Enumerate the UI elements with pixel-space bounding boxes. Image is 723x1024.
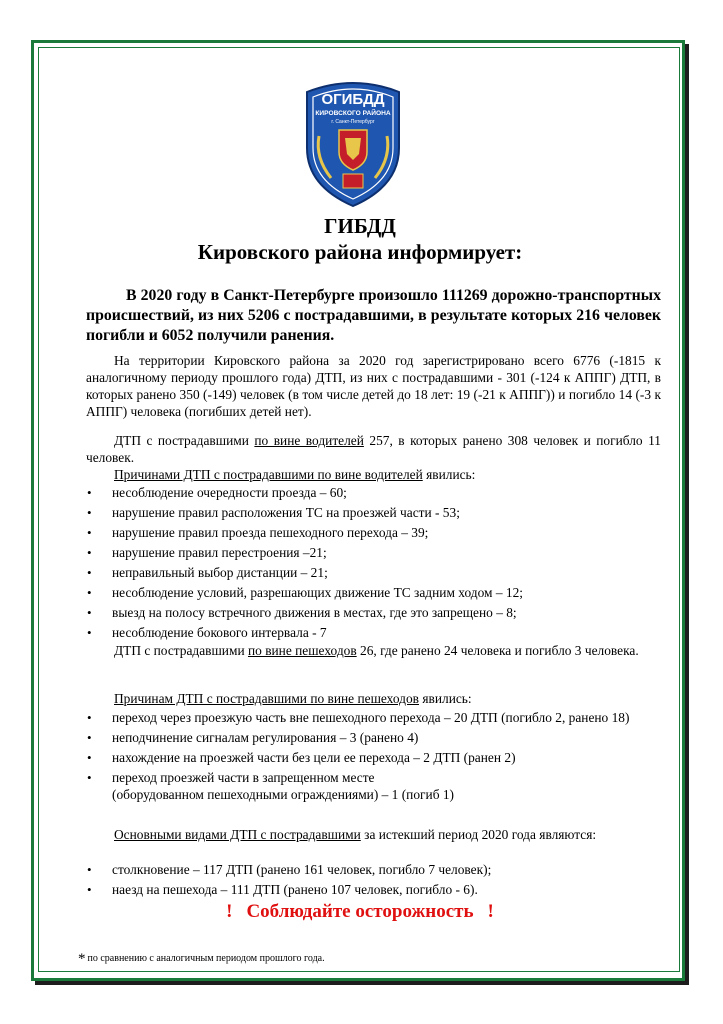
list-item-line: (оборудованном пешеходными ограждениями) – 1 (погиб 1) [112,787,455,802]
district-stats-paragraph [86,352,661,420]
pedestrian-causes-heading-post: явились: [422,691,472,706]
list-item: • столкновение – 117 ДТП (ранено 161 человек, погибло 7 человек); [86,861,666,878]
page-subtitle: Кировского района информирует: [197,240,523,264]
list-item: • неподчинение сигналам регулирования – 3 (ранено 4) [86,729,666,746]
list-item [86,769,666,803]
city-summary-text: В 2020 году в Санкт-Петербурге произошло 111269 дорожно-транспортных происшествий, из них 5206 с пострадавшими, в результате которых 216 человек погибли и 6052 получили ранения. [86,287,661,344]
caution-text: Соблюдайте осторожность [246,901,474,922]
ogibdd-shield-emblem-icon [301,78,405,208]
list-item: • неправильный выбор дистанции – 21; [86,564,666,581]
driver-causes-heading-underlined: Причинами ДТП с пострадавшими по вине водителей [114,467,423,482]
emblem-city: г. Санкт-Петербург [331,119,375,125]
exclamation-mark: ! [487,901,494,922]
accident-types-heading-post: за истекший период 2020 года являются: [364,827,597,842]
footnote [78,952,325,966]
driver-fault-paragraph [86,432,661,466]
list-item: • несоблюдение условий, разрешающих движение ТС задним ходом – 12; [86,584,666,601]
list-item: • нарушение правил перестроения –21; [86,544,666,561]
page-title: ГИБДД [324,214,396,238]
list-item: • нарушение правил проезда пешеходного перехода – 39; [86,524,666,541]
city-summary [86,286,661,346]
list-item: • выезд на полосу встречного движения в местах, где это запрещено – 8; [86,604,666,621]
list-item: • нахождение на проезжей части без цели ее перехода – 2 ДТП (ранен 2) [86,749,666,766]
pedestrian-fault-pre: ДТП с пострадавшими [114,643,245,658]
emblem-subtitle: КИРОВСКОГО РАЙОНА [315,110,391,117]
caution-banner [60,900,660,924]
accident-types-heading-underlined: Основными видами ДТП с пострадавшими [114,827,361,842]
exclamation-mark: ! [226,901,233,922]
list-item-line: переход проезжей части в запрещенном месте [112,770,375,785]
footnote-star: * [78,951,86,967]
driver-causes-heading [86,466,661,483]
list-item: • наезд на пешехода – 111 ДТП (ранено 107 человек, погибло - 6). [86,881,666,898]
pedestrian-causes-list [86,709,666,806]
list-item: • несоблюдение бокового интервала - 7 [86,624,666,641]
driver-causes-list [86,484,666,644]
driver-fault-post: 257, в которых ранено 308 человек и погибло 11 человек. [86,433,661,465]
list-item: • несоблюдение очередности проезда – 60; [86,484,666,501]
driver-causes-heading-post: явились: [426,467,476,482]
list-item: • переход через проезжую часть вне пешеходного перехода – 20 ДТП (погибло 2, ранено 18) [86,709,666,726]
pedestrian-fault-underlined: по вине пешеходов [247,643,357,658]
driver-fault-pre: ДТП с пострадавшими [114,433,249,448]
footnote-text: по сравнению с аналогичным периодом прошлого года. [87,953,325,964]
emblem-title: ОГИБДД [321,91,385,108]
pedestrian-fault-post: 26, где ранено 24 человека и погибло 3 человека. [360,643,639,658]
accident-types-list [86,861,666,901]
driver-fault-underlined: по вине водителей [254,433,364,448]
accident-types-heading [86,826,661,843]
pedestrian-fault-paragraph [86,642,661,659]
pedestrian-causes-heading [86,690,661,707]
pedestrian-causes-heading-underlined: Причинам ДТП с пострадавшими по вине пешеходов [114,691,419,706]
district-stats-text: На территории Кировского района за 2020 год зарегистрировано всего 6776 (-1815 к аналогичному периоду прошлого года) ДТП, из них с пострадавшими - 301 (-124 к АППГ) ДТП, в которых ранено 350 (-149) человек (в том числе детей до 18 лет: 19 (-21 к АППГ)) и погибло 14 (-3 к АППГ) человека (погибших детей нет). [86,353,661,419]
list-item: • нарушение правил расположения ТС на проезжей части - 53; [86,504,666,521]
